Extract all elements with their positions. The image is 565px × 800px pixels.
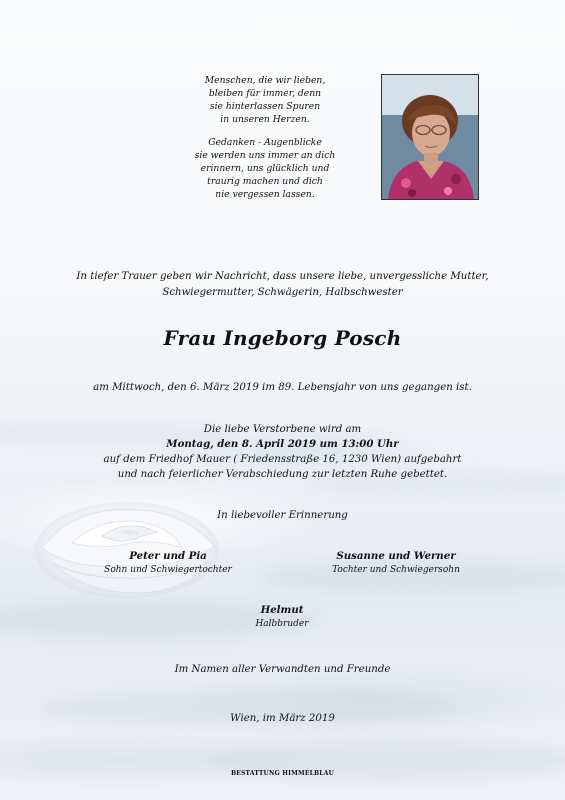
poem-line: erinnern, uns glücklich und (200, 163, 330, 174)
mourner-name: Helmut (260, 604, 304, 616)
mourner-name: Susanne und Werner (336, 550, 456, 562)
poem-line: nie vergessen lassen. (215, 189, 315, 200)
poem-line: bleiben für immer, denn (208, 88, 322, 99)
white-rose-illustration (32, 488, 222, 608)
poem-line: in unseren Herzen. (220, 114, 310, 125)
poem-line: traurig machen und dich (207, 176, 323, 187)
deceased-name: Frau Ingeborg Posch (163, 326, 402, 350)
intro-line-1: In tiefer Trauer geben wir Nachricht, dass unsere liebe, unvergessliche Mutter, (76, 271, 489, 282)
poem-line: Menschen, die wir lieben, (204, 75, 326, 86)
poem-line: Gedanken - Augenblicke (208, 137, 322, 148)
closing-line: Im Namen aller Verwandten und Freunde (174, 664, 391, 675)
mourner-relation: Halbbruder (255, 619, 309, 629)
intro-text (0, 269, 565, 301)
mourner-relation: Tochter und Schwiegersohn (332, 565, 460, 575)
mourner-2 (306, 549, 486, 577)
memory-heading: In liebevoller Erinnerung (217, 510, 348, 521)
intro-line-2: Schwiegermutter, Schwägerin, Halbschwester (162, 287, 403, 298)
funeral-home-footer: BESTATTUNG HIMMELBLAU (230, 770, 334, 777)
mourner-name: Peter und Pia (129, 550, 207, 562)
mourner-3 (192, 603, 372, 631)
portrait-illustration (382, 75, 478, 199)
funeral-date: Montag, den 8. April 2019 um 13:00 Uhr (166, 438, 399, 450)
poem-line: sie werden uns immer an dich (194, 150, 336, 161)
funeral-line-3: auf dem Friedhof Mauer ( Friedensstraße 16, 1230 Wien) aufgebahrt (103, 454, 462, 465)
portrait-photo (381, 74, 479, 200)
poem (160, 74, 370, 201)
funeral-line-1: Die liebe Verstorbene wird am (203, 424, 362, 435)
poem-line: sie hinterlassen Spuren (209, 101, 321, 112)
funeral-line-4: und nach feierlicher Verabschiedung zur letzten Ruhe gebettet. (117, 469, 448, 480)
mourner-relation: Sohn und Schwiegertochter (104, 565, 232, 575)
funeral-info (0, 422, 565, 482)
mourner-1 (78, 549, 258, 577)
place-date: Wien, im März 2019 (230, 713, 335, 724)
death-notice: am Mittwoch, den 6. März 2019 im 89. Lebensjahr von uns gegangen ist. (93, 382, 472, 393)
